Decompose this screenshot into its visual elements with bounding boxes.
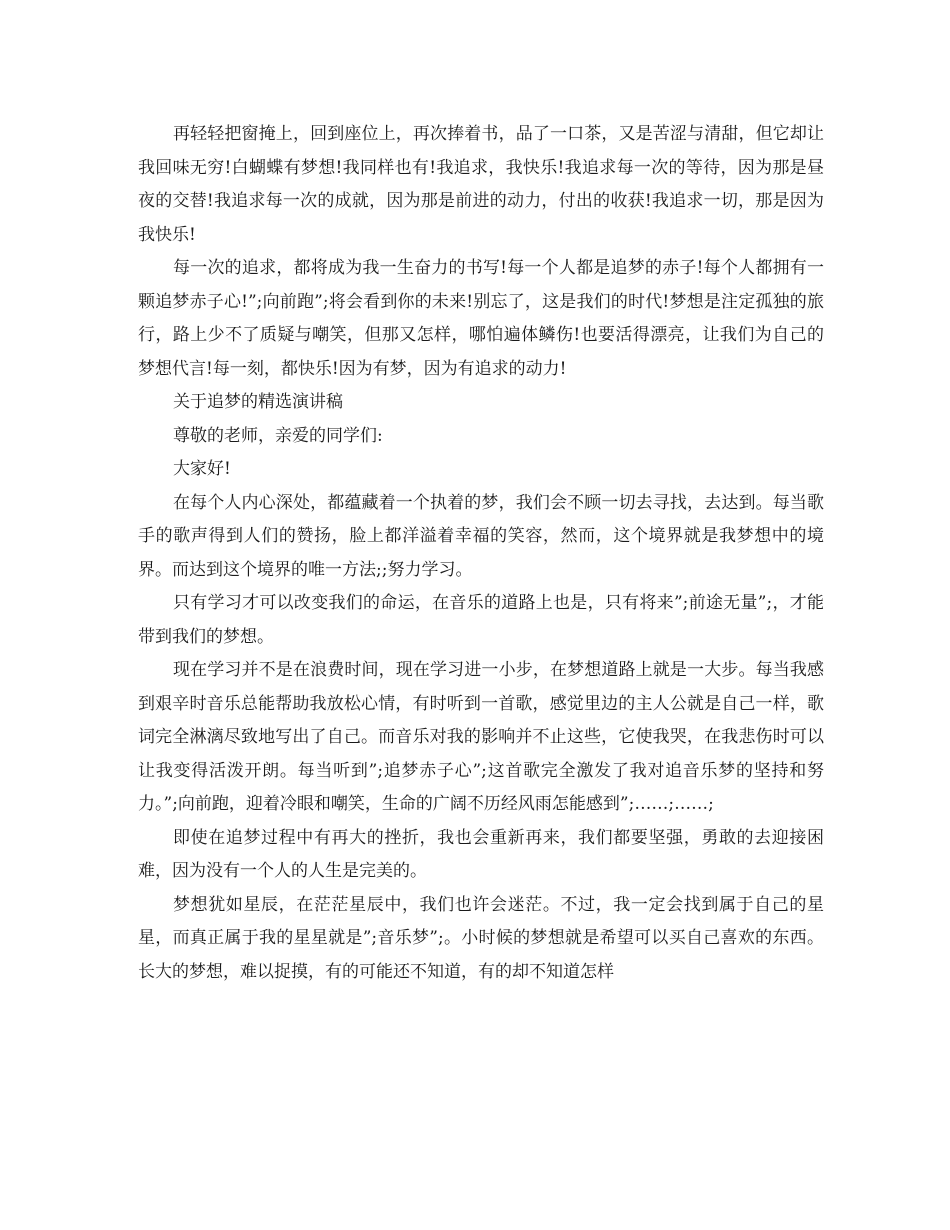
paragraph: 只有学习才可以改变我们的命运，在音乐的道路上也是，只有将来”;前途无量”;，才能带到我们的梦想。 [138, 593, 824, 647]
paragraph: 梦想犹如星辰，在茫茫星辰中，我们也许会迷茫。不过，我一定会找到属于自己的星星，而真正属于我的星星就是”;音乐梦”;。小时候的梦想就是希望可以买自己喜欢的东西。长大的梦想，难以捉摸，有的可能还不知道，有的却不知道怎样 [138, 894, 824, 982]
paragraph: 每一次的追求，都将成为我一生奋力的书写!每一个人都是追梦的赤子!每个人都拥有一颗追梦赤子心!”;向前跑”;将会看到你的未来!别忘了，这是我们的时代!梦想是注定孤独的旅行，路上少不了质疑与嘲笑，但那又怎样，哪怕遍体鳞伤!也要活得漂亮，让我们为自己的梦想代言!每一刻，都快乐!因为有梦，因为有追求的动力! [138, 258, 824, 379]
greeting: 大家好! [173, 459, 231, 479]
paragraph: 再轻轻把窗掩上，回到座位上，再次捧着书，品了一口茶，又是苦涩与清甜，但它却让我回味无穷!白蝴蝶有梦想!我同样也有!我追求，我快乐!我追求每一次的等待，因为那是昼夜的交替!我追求每一次的成就，因为那是前进的动力，付出的收获!我追求一切，那是因为我快乐! [138, 124, 824, 245]
document-body [138, 118, 824, 989]
paragraph: 即使在追梦过程中有再大的挫折，我也会重新再来，我们都要坚强，勇敢的去迎接困难，因为没有一个人的人生是完美的。 [138, 827, 824, 881]
salutation: 尊敬的老师，亲爱的同学们: [173, 425, 383, 446]
section-heading: 关于追梦的精选演讲稿 [173, 392, 343, 412]
paragraph: 现在学习并不是在浪费时间，现在学习进一小步，在梦想道路上就是一大步。每当我感到艰辛时音乐总能帮助我放松心情，有时听到一首歌，感觉里边的主人公就是自己一样，歌词完全淋漓尽致地写出了自己。而音乐对我的影响并不止这些，它使我哭，在我悲伤时可以让我变得活泼开朗。每当听到”;追梦赤子心”;这首歌完全激发了我对追音乐梦的坚持和努力。”;向前跑，迎着冷眼和嘲笑，生命的广阔不历经风雨怎能感到”;……;……; [138, 660, 824, 814]
paragraph: 在每个人内心深处，都蕴藏着一个执着的梦，我们会不顾一切去寻找，去达到。每当歌手的歌声得到人们的赞扬，脸上都洋溢着幸福的笑容，然而，这个境界就是我梦想中的境界。而达到这个境界的唯一方法;;努力学习。 [138, 492, 824, 580]
